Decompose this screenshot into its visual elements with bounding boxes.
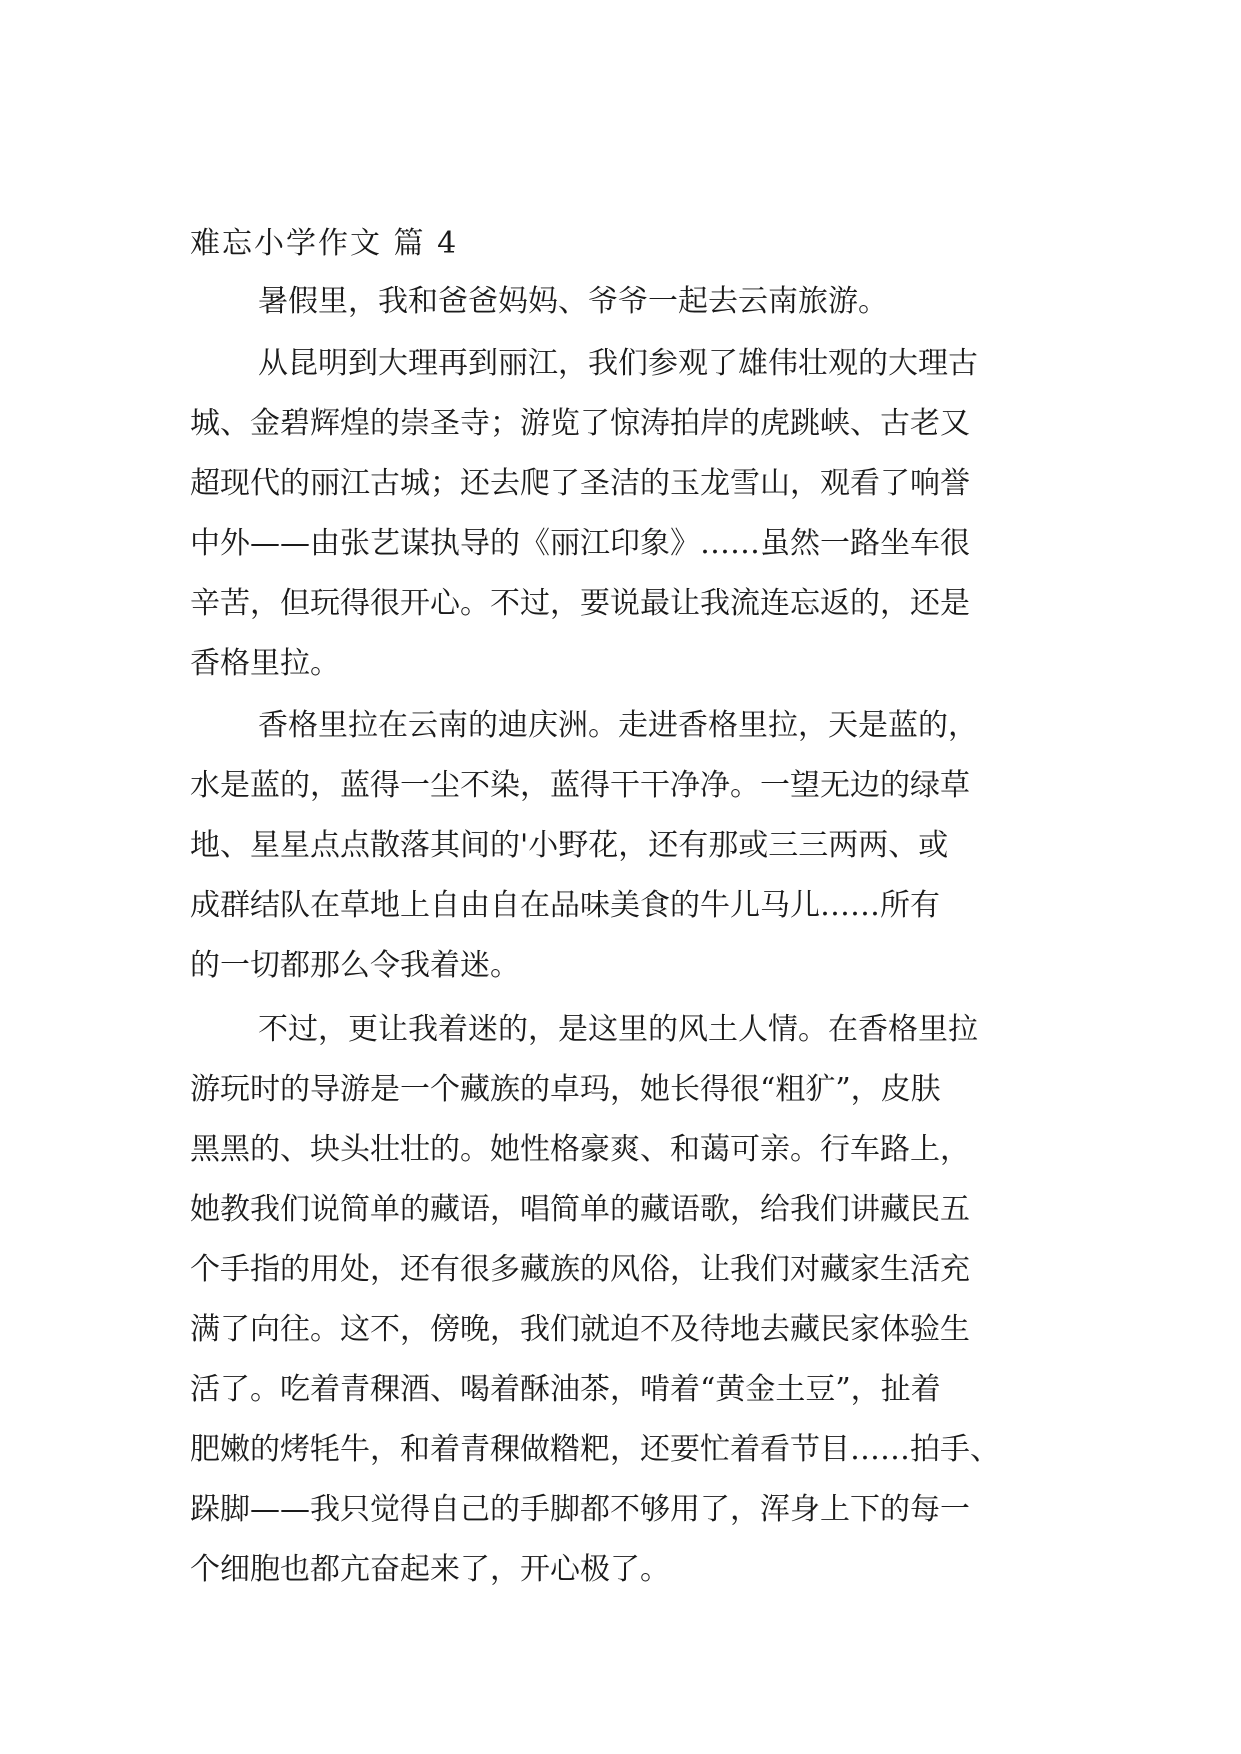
- text-line: 暑假里，我和爸爸妈妈、爷爷一起去云南旅游。: [258, 284, 888, 319]
- text-line: 个细胞也都亢奋起来了，开心极了。: [190, 1552, 670, 1587]
- text-line: 黑黑的、块头壮壮的。她性格豪爽、和蔼可亲。行车路上，: [190, 1132, 970, 1167]
- text-line: 香格里拉在云南的迪庆洲。走进香格里拉，天是蓝的，: [258, 708, 978, 743]
- essay-title: 难忘小学作文 篇 4: [190, 226, 459, 261]
- text-line: 水是蓝的，蓝得一尘不染，蓝得干干净净。一望无边的绿草: [190, 768, 970, 803]
- text-line: 香格里拉。: [190, 646, 340, 681]
- text-line: 从昆明到大理再到丽江，我们参观了雄伟壮观的大理古: [258, 346, 978, 381]
- text-line: 辛苦，但玩得很开心。不过，要说最让我流连忘返的，还是: [190, 586, 970, 621]
- text-line: 个手指的用处，还有很多藏族的风俗，让我们对藏家生活充: [190, 1252, 970, 1287]
- text-line: 城、金碧辉煌的崇圣寺；游览了惊涛拍岸的虎跳峡、古老又: [190, 406, 970, 441]
- text-line: 肥嫩的烤牦牛，和着青稞做糌粑，还要忙着看节目……拍手、: [190, 1432, 1000, 1467]
- text-line: 地、星星点点散落其间的'小野花，还有那或三三两两、或: [190, 828, 949, 863]
- text-line: 的一切都那么令我着迷。: [190, 948, 520, 983]
- text-line: 跺脚——我只觉得自己的手脚都不够用了，浑身上下的每一: [190, 1492, 970, 1527]
- text-line: 满了向往。这不，傍晚，我们就迫不及待地去藏民家体验生: [190, 1312, 970, 1347]
- text-line: 她教我们说简单的藏语，唱简单的藏语歌，给我们讲藏民五: [190, 1192, 970, 1227]
- text-line: 不过，更让我着迷的，是这里的风土人情。在香格里拉: [258, 1012, 978, 1047]
- text-line: 活了。吃着青稞酒、喝着酥油茶，啃着“黄金土豆”，扯着: [190, 1372, 941, 1407]
- text-line: 超现代的丽江古城；还去爬了圣洁的玉龙雪山，观看了响誉: [190, 466, 970, 501]
- text-line: 游玩时的导游是一个藏族的卓玛，她长得很“粗犷”，皮肤: [190, 1072, 941, 1107]
- text-line: 中外——由张艺谋执导的《丽江印象》……虽然一路坐车很: [190, 526, 970, 561]
- text-line: 成群结队在草地上自由自在品味美食的牛儿马儿……所有: [190, 888, 940, 923]
